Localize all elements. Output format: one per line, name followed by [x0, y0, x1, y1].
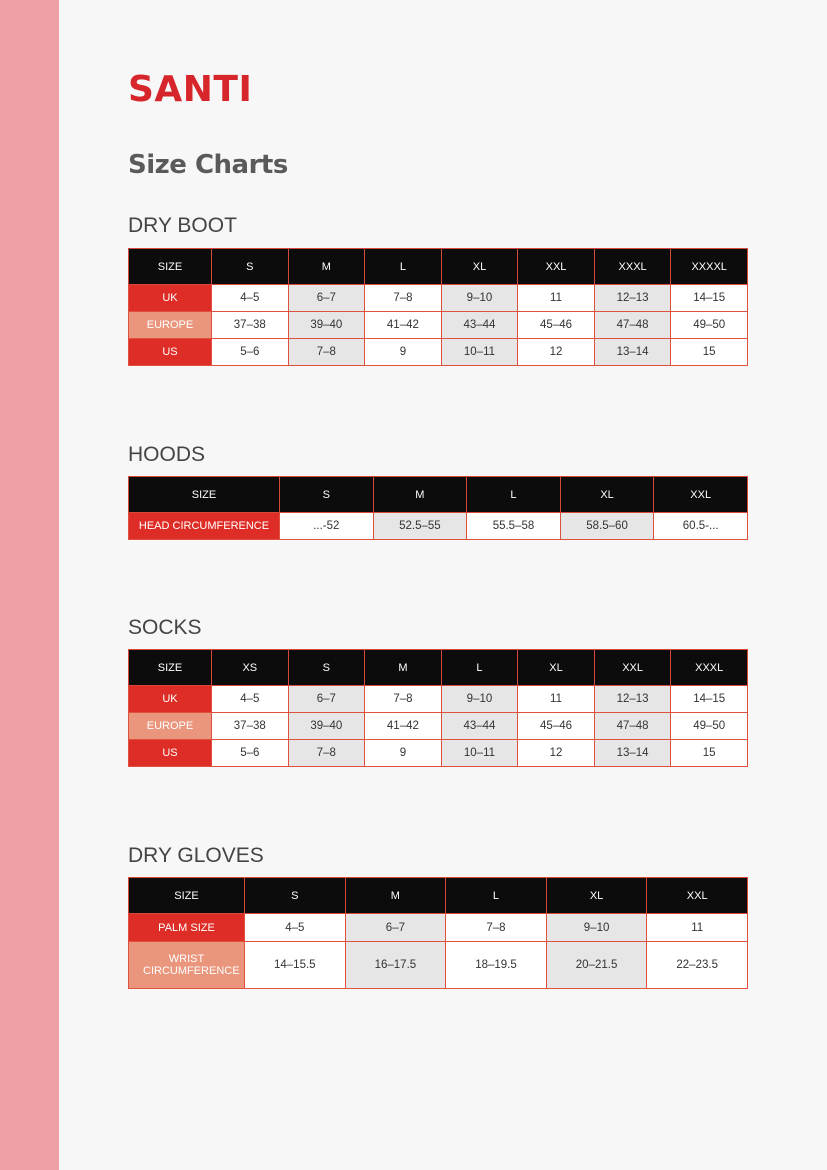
- header-cell: SIZE: [129, 477, 280, 513]
- table-cell: 14–15.5: [245, 942, 346, 989]
- table-cell: 43–44: [441, 713, 518, 740]
- table-cell: 20–21.5: [546, 942, 647, 989]
- row-label: PALM SIZE: [129, 914, 245, 942]
- header-cell: SIZE: [129, 650, 212, 686]
- table-cell: 11: [518, 686, 595, 713]
- header-cell: XXL: [654, 477, 748, 513]
- row-label: US: [129, 740, 212, 767]
- table-cell: 14–15: [671, 285, 748, 312]
- table-row: [129, 686, 748, 713]
- table-cell: 15: [671, 740, 748, 767]
- table-cell: 9–10: [441, 285, 518, 312]
- socks-size-table: [128, 649, 748, 767]
- table-cell: 16–17.5: [345, 942, 446, 989]
- header-cell: XXXXL: [671, 249, 748, 285]
- section-title-hoods: HOODS: [128, 443, 206, 466]
- section-title-dry-boot: DRY BOOT: [128, 214, 237, 237]
- row-label: HEAD CIRCUMFERENCE: [129, 513, 280, 540]
- table-cell: 13–14: [594, 339, 671, 366]
- table-row: [129, 285, 748, 312]
- table-cell: 15: [671, 339, 748, 366]
- table-cell: 60.5-...: [654, 513, 748, 540]
- header-cell: XXXL: [594, 249, 671, 285]
- table-cell: 7–8: [446, 914, 547, 942]
- header-cell: XL: [518, 650, 595, 686]
- header-cell: S: [245, 878, 346, 914]
- table-cell: 11: [518, 285, 595, 312]
- table-cell: 22–23.5: [647, 942, 748, 989]
- table-cell: 10–11: [441, 339, 518, 366]
- row-label: EUROPE: [129, 312, 212, 339]
- table-cell: 7–8: [365, 285, 442, 312]
- row-label: US: [129, 339, 212, 366]
- table-cell: 9–10: [546, 914, 647, 942]
- table-cell: 12–13: [594, 686, 671, 713]
- table-cell: 37–38: [212, 713, 289, 740]
- header-cell: XL: [441, 249, 518, 285]
- side-band: [0, 0, 59, 1170]
- table-cell: 14–15: [671, 686, 748, 713]
- table-row: [129, 339, 748, 366]
- row-label: UK: [129, 686, 212, 713]
- table-cell: 47–48: [594, 312, 671, 339]
- section-title-socks: SOCKS: [128, 616, 202, 639]
- header-cell: S: [288, 650, 365, 686]
- dry-boot-size-table: [128, 248, 748, 366]
- table-header-row: [129, 249, 748, 285]
- table-cell: 7–8: [365, 686, 442, 713]
- header-cell: XL: [546, 878, 647, 914]
- table-cell: 9–10: [441, 686, 518, 713]
- table-cell: 6–7: [288, 285, 365, 312]
- table-row: [129, 312, 748, 339]
- table-cell: 45–46: [518, 713, 595, 740]
- header-cell: XXL: [518, 249, 595, 285]
- dry-gloves-size-table: [128, 877, 748, 989]
- table-cell: 58.5–60: [560, 513, 654, 540]
- header-cell: L: [467, 477, 561, 513]
- table-cell: 39–40: [288, 713, 365, 740]
- table-cell: 49–50: [671, 713, 748, 740]
- table-cell: 4–5: [245, 914, 346, 942]
- table-cell: 52.5–55: [373, 513, 467, 540]
- table-cell: 9: [365, 339, 442, 366]
- table-cell: 11: [647, 914, 748, 942]
- table-row: [129, 713, 748, 740]
- row-label: UK: [129, 285, 212, 312]
- header-cell: XXXL: [671, 650, 748, 686]
- table-cell: 41–42: [365, 312, 442, 339]
- header-cell: M: [288, 249, 365, 285]
- header-cell: S: [212, 249, 289, 285]
- table-header-row: [129, 878, 748, 914]
- table-cell: 6–7: [345, 914, 446, 942]
- table-cell: 7–8: [288, 740, 365, 767]
- table-cell: 10–11: [441, 740, 518, 767]
- table-cell: ...-52: [280, 513, 374, 540]
- table-cell: 39–40: [288, 312, 365, 339]
- table-cell: 49–50: [671, 312, 748, 339]
- row-label: WRIST CIRCUMFERENCE: [129, 942, 245, 989]
- table-cell: 37–38: [212, 312, 289, 339]
- table-row: [129, 914, 748, 942]
- table-row: [129, 740, 748, 767]
- header-cell: XS: [212, 650, 289, 686]
- table-cell: 12: [518, 339, 595, 366]
- table-cell: 9: [365, 740, 442, 767]
- table-cell: 55.5–58: [467, 513, 561, 540]
- header-cell: L: [365, 249, 442, 285]
- brand-logo: SANTI: [128, 69, 253, 110]
- header-cell: XXL: [647, 878, 748, 914]
- table-cell: 5–6: [212, 740, 289, 767]
- header-cell: L: [446, 878, 547, 914]
- table-cell: 41–42: [365, 713, 442, 740]
- table-row: [129, 942, 748, 989]
- table-cell: 5–6: [212, 339, 289, 366]
- table-row: [129, 513, 748, 540]
- header-cell: XL: [560, 477, 654, 513]
- table-cell: 12: [518, 740, 595, 767]
- header-cell: XXL: [594, 650, 671, 686]
- header-cell: M: [365, 650, 442, 686]
- header-cell: SIZE: [129, 249, 212, 285]
- table-cell: 18–19.5: [446, 942, 547, 989]
- header-cell: L: [441, 650, 518, 686]
- table-cell: 4–5: [212, 686, 289, 713]
- table-cell: 6–7: [288, 686, 365, 713]
- table-cell: 45–46: [518, 312, 595, 339]
- table-cell: 4–5: [212, 285, 289, 312]
- section-title-dry-gloves: DRY GLOVES: [128, 844, 264, 867]
- header-cell: SIZE: [129, 878, 245, 914]
- header-cell: M: [345, 878, 446, 914]
- header-cell: S: [280, 477, 374, 513]
- table-header-row: [129, 650, 748, 686]
- hoods-size-table: [128, 476, 748, 540]
- table-cell: 43–44: [441, 312, 518, 339]
- row-label: EUROPE: [129, 713, 212, 740]
- table-cell: 12–13: [594, 285, 671, 312]
- page-title: Size Charts: [128, 150, 288, 180]
- table-cell: 47–48: [594, 713, 671, 740]
- table-cell: 13–14: [594, 740, 671, 767]
- header-cell: M: [373, 477, 467, 513]
- table-header-row: [129, 477, 748, 513]
- table-cell: 7–8: [288, 339, 365, 366]
